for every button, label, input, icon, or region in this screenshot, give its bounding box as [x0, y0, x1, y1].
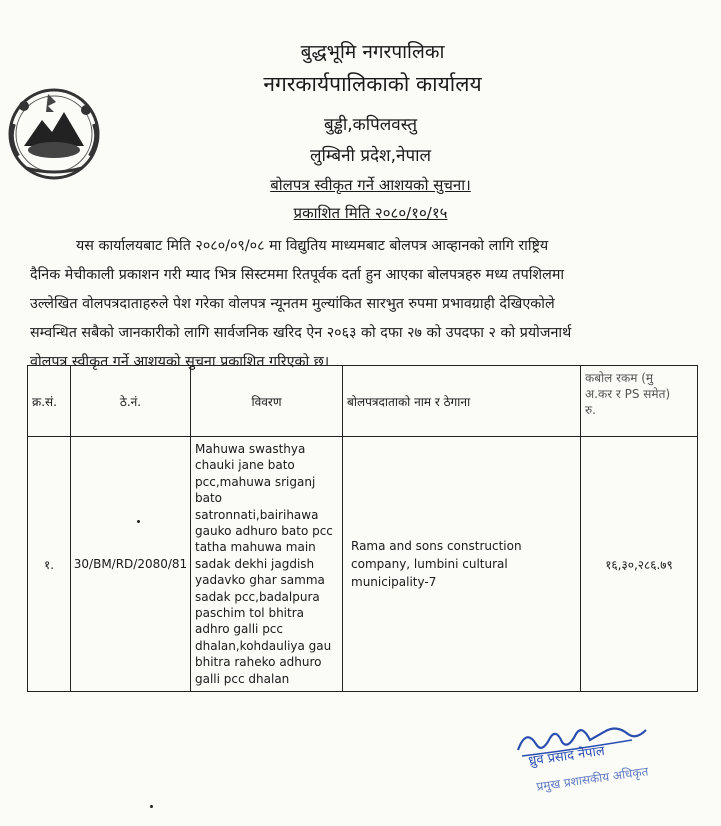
header-amount-line: अ.कर र PS समेत): [585, 387, 671, 401]
body-line: सम्वन्धित सबैको जानकारीको लागि सार्वजनिक खरिद ऐन २०६३ को दफा २७ को उपदफा २ को प्रयोजनार्थ: [30, 325, 572, 341]
description-line: adhro galli pcc: [195, 622, 284, 637]
cell-tender-no: 30/BM/RD/2080/81: [71, 437, 191, 692]
municipality-name: बुद्धभूमि नगरपालिका: [300, 41, 445, 63]
cell-sn: १.: [28, 437, 71, 692]
description-line: chauki jane bato: [195, 458, 295, 473]
notice-body: [30, 232, 716, 377]
description-line: dhalan,kohdauliya gau: [195, 638, 332, 653]
header-description: विवरण: [191, 366, 343, 437]
description-line: paschim tol bhitra: [195, 606, 305, 621]
signatory-name: ध्रुव प्रसाद नेपाल: [527, 743, 606, 770]
address-province: लुम्बिनी प्रदेश,नेपाल: [309, 146, 432, 166]
description-line: galli pcc dhalan: [195, 671, 290, 686]
bidder-line: Rama and sons construction: [351, 539, 522, 553]
header-bidder: बोलपत्रदाताको नाम र ठेगाना: [343, 366, 581, 437]
office-name: नगरकार्यपालिकाको कार्यालय: [263, 72, 482, 96]
notice-title: बोलपत्र स्वीकृत गर्ने आशयको सुचना।: [270, 176, 471, 194]
description-line: pcc,mahuwa sriganj: [195, 474, 316, 489]
description-line: satronnati,bairihawa: [195, 507, 319, 522]
address-city: बुड्ढी,कपिलवस्तु: [323, 115, 418, 135]
description-line: yadavko ghar samma: [195, 573, 325, 588]
scan-speck: [137, 520, 140, 523]
bid-table: [27, 365, 698, 692]
bidder-line: company, lumbini cultural: [351, 557, 508, 571]
cell-description: [191, 437, 343, 692]
signatory-title: प्रमुख प्रशासकीय अधिकृत: [535, 764, 650, 794]
header-sn: क्र.सं.: [28, 366, 71, 437]
cell-bidder: [343, 437, 581, 692]
body-line: यस कार्यालयबाट मिति २०८०/०९/०८ मा विद्युतिय माध्यमबाट बोलपत्र आव्हानको लागि राष्ट्रिय: [76, 238, 549, 254]
header-tender-no: ठे.नं.: [71, 366, 191, 437]
table-header-row: [28, 366, 698, 437]
header-amount: [581, 366, 698, 437]
description-line: bhitra raheko adhuro: [195, 655, 322, 670]
header-amount-line: कबोल रकम (मु: [585, 371, 654, 385]
description-line: sadak dekhi jagdish: [195, 556, 315, 571]
description-line: sadak pcc,badalpura: [195, 589, 320, 604]
description-line: gauko adhuro bato pcc: [195, 523, 333, 538]
description-line: tatha mahuwa main: [195, 540, 316, 555]
description-line: Mahuwa swasthya: [195, 441, 306, 456]
publish-date: प्रकाशित मिति २०८०/१०/१५: [293, 204, 448, 222]
header-amount-line: रु.: [585, 403, 596, 417]
body-line: दैनिक मेचीकाली प्रकाशन गरी म्याद भित्र सिस्टममा रितपूर्वक दर्ता हुन आएका बोलपत्रहरु मध्य तपशिलमा: [30, 267, 565, 283]
table-row: [28, 437, 698, 692]
body-line: वोलपत्र स्वीकृत गर्ने आशयको सुचना प्रकाशित गरिएको छ।: [30, 354, 330, 370]
description-line: bato: [195, 491, 223, 506]
bidder-line: municipality-7: [351, 575, 437, 589]
body-line: उल्लेखित वोलपत्रदाताहरुले पेश गरेका वोलपत्र न्यूनतम मुल्यांकित सारभुत रुपमा प्रभावग्राही देखिएकोले: [30, 296, 555, 312]
cell-amount: १६,३०,२८६.७९: [581, 437, 698, 692]
scan-speck: [150, 805, 153, 808]
